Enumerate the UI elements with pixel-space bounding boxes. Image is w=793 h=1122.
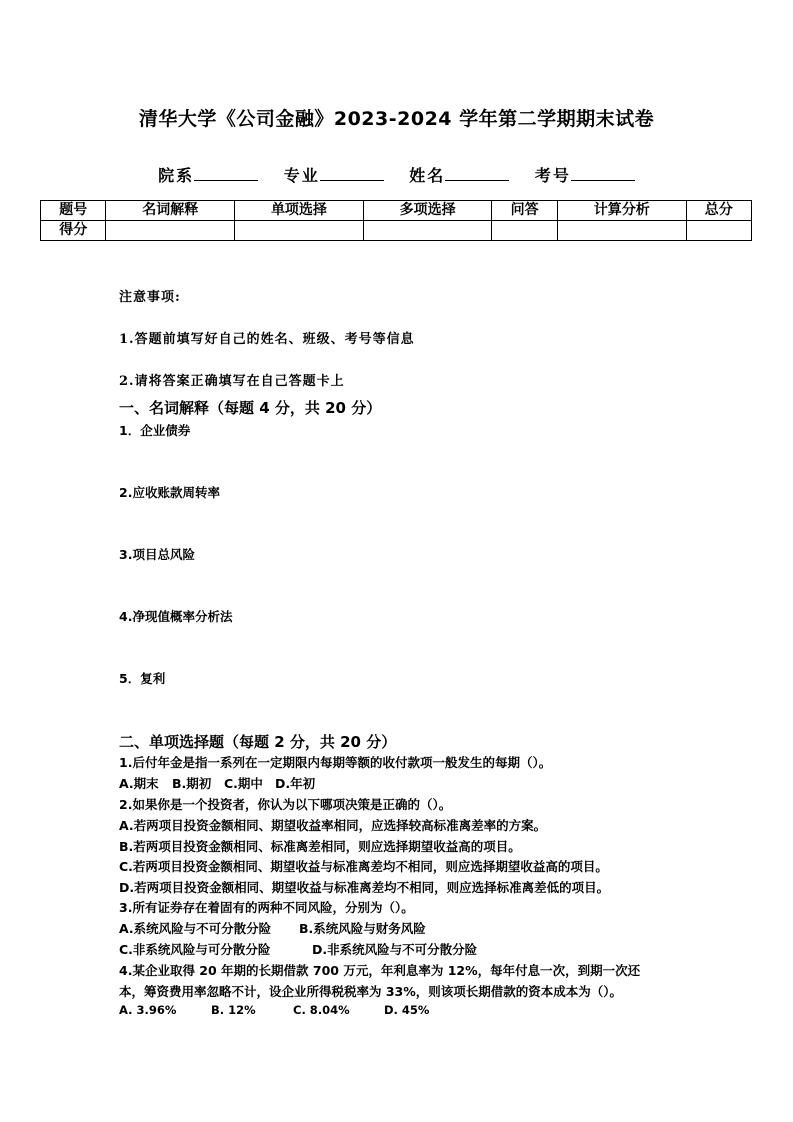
score-header-cell: 名词解释 [106, 201, 235, 221]
option-c[interactable]: C.期中 [224, 776, 263, 791]
score-header-cell: 单项选择 [235, 201, 364, 221]
exam-number-blank[interactable] [571, 166, 635, 181]
question-2-option-c[interactable]: C.若两项目投资金额相同、期望收益与标准离差均不相同，则应选择期望收益高的项目。 [119, 859, 608, 874]
score-entry-cell[interactable] [686, 221, 751, 241]
question-1-text: 1.后付年金是指一系列在一定期限内每期等额的收付款项一般发生的每期（）。 [119, 755, 552, 770]
score-table-header-row [41, 201, 752, 221]
score-header-cell: 题号 [41, 201, 106, 221]
score-entry-cell[interactable] [363, 221, 492, 241]
major-blank[interactable] [320, 166, 384, 181]
question-4-options [119, 1003, 429, 1017]
option-c[interactable]: C.非系统风险与可分散分险 [119, 942, 271, 957]
score-entry-cell[interactable] [557, 221, 686, 241]
question-2-option-b[interactable]: B.若两项目投资金额相同、标准离差相同，则应选择期望收益高的项目。 [119, 839, 521, 854]
option-d[interactable]: D.年初 [275, 776, 316, 791]
exam-number-label: 考号 [534, 166, 571, 185]
question-4-text-line-2: 本，筹资费用率忽略不计，设企业所得税税率为 33%，则该项长期借款的资本成本为（）。 [119, 984, 623, 999]
name-blank[interactable] [445, 166, 509, 181]
question-3-text: 3.所有证券存在着固有的两种不同风险，分别为（）。 [119, 900, 414, 915]
notice-item-1: 1.答题前填写好自己的姓名、班级、考号等信息 [119, 332, 415, 347]
option-b[interactable]: B.期初 [172, 776, 212, 791]
question-2-text: 2.如果你是一个投资者，你认为以下哪项决策是正确的（）。 [119, 797, 452, 812]
question-1-options [119, 774, 315, 792]
score-table [40, 200, 752, 241]
question-4-text-line-1: 4.某企业取得 20 年期的长期借款 700 万元，年利息率为 12%，每年付息一次，到期一次还 [119, 963, 641, 978]
score-row-label: 得分 [41, 221, 106, 241]
score-header-cell: 计算分析 [557, 201, 686, 221]
department-field[interactable] [158, 166, 258, 185]
score-entry-cell[interactable] [492, 221, 557, 241]
page-title: 清华大学《公司金融》2023-2024 学年第二学期期末试卷 [138, 108, 655, 130]
question-2-option-d[interactable]: D.若两项目投资金额相同、期望收益与标准离差均不相同，则应选择标准离差低的项目。 [119, 880, 610, 895]
option-b[interactable]: B.系统风险与财务风险 [299, 921, 426, 936]
option-b[interactable]: B. 12% [211, 1003, 256, 1017]
notice-heading: 注意事项: [119, 290, 181, 305]
department-blank[interactable] [194, 166, 258, 181]
department-label: 院系 [158, 166, 195, 185]
term-item: 2.应收账款周转率 [119, 485, 220, 500]
score-header-cell: 总分 [686, 201, 751, 221]
name-field[interactable] [409, 166, 509, 185]
exam-number-field[interactable] [535, 166, 635, 185]
term-item: 1．企业债券 [119, 423, 191, 438]
option-d[interactable]: D. 45% [384, 1003, 430, 1017]
notice-item-2: 2.请将答案正确填写在自己答题卡上 [119, 374, 345, 389]
term-item: 5．复利 [119, 671, 166, 686]
question-3-options-row-2 [119, 940, 477, 958]
option-d[interactable]: D.非系统风险与不可分散分险 [312, 942, 478, 957]
score-header-cell: 问答 [492, 201, 557, 221]
major-field[interactable] [284, 166, 384, 185]
term-item: 4.净现值概率分析法 [119, 609, 233, 624]
option-a[interactable]: A. 3.96% [119, 1003, 177, 1017]
section1-heading: 一、名词解释（每题 4 分，共 20 分） [119, 399, 382, 417]
student-info-line [0, 163, 793, 186]
score-entry-cell[interactable] [106, 221, 235, 241]
question-2-option-a[interactable]: A.若两项目投资金额相同、期望收益率相同，应选择较高标准离差率的方案。 [119, 818, 547, 833]
major-label: 专业 [283, 166, 320, 185]
term-item: 3.项目总风险 [119, 547, 195, 562]
section2-heading: 二、单项选择题（每题 2 分，共 20 分） [119, 733, 397, 751]
question-3-options-row-1 [119, 919, 426, 937]
option-a[interactable]: A.系统风险与不可分散分险 [119, 921, 272, 936]
option-a[interactable]: A.期末 [119, 776, 159, 791]
score-header-cell: 多项选择 [363, 201, 492, 221]
score-table-score-row [41, 221, 752, 241]
score-entry-cell[interactable] [235, 221, 364, 241]
option-c[interactable]: C. 8.04% [293, 1003, 350, 1017]
name-label: 姓名 [409, 166, 446, 185]
